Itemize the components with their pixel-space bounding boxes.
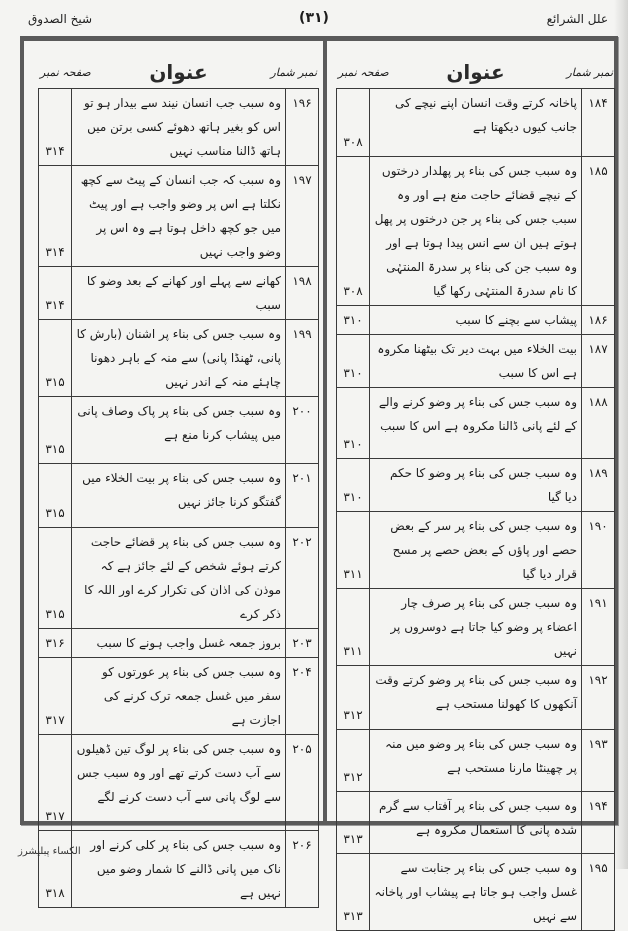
index-panel-left bbox=[38, 60, 319, 908]
entry-page: ۳۱۰ bbox=[337, 335, 370, 388]
entry-page: ۳۱۵ bbox=[39, 464, 72, 528]
table-row bbox=[39, 831, 319, 908]
table-row bbox=[337, 666, 615, 730]
table-row bbox=[39, 397, 319, 464]
table-row bbox=[337, 306, 615, 335]
header-title: عنوان bbox=[446, 60, 505, 84]
entry-title: وہ سبب جس کی بناء پر وضو میں منہ پر چھینٹا مارنا مستحب ہے bbox=[370, 730, 582, 792]
entry-page: ۳۱۲ bbox=[337, 730, 370, 792]
entry-title: وہ سبب جس کی بناء پر کلی کرنے اور ناک میں پانی ڈالنے کا شمار وضو میں نہیں ہے bbox=[72, 831, 286, 908]
entry-page: ۳۱۷ bbox=[39, 735, 72, 831]
header-serial: نمبر شمار bbox=[566, 66, 613, 79]
entry-title: بروز جمعہ غسل واجب ہونے کا سبب bbox=[72, 629, 286, 658]
entry-page: ۳۱۰ bbox=[337, 459, 370, 512]
entry-number: ۱۹۲ bbox=[582, 666, 615, 730]
entry-page: ۳۰۸ bbox=[337, 157, 370, 306]
table-row bbox=[39, 629, 319, 658]
entry-number: ۱۹۷ bbox=[286, 166, 319, 267]
entry-page: ۳۱۰ bbox=[337, 388, 370, 459]
table-row bbox=[337, 89, 615, 157]
entry-number: ۲۰۰ bbox=[286, 397, 319, 464]
entry-title: وہ سبب جس کی بناء پر وضو کرنے والے کے لئے پانی ڈالنا مکروہ ہے اس کا سبب bbox=[370, 388, 582, 459]
entry-number: ۱۹۶ bbox=[286, 89, 319, 166]
entry-page: ۳۱۴ bbox=[39, 267, 72, 320]
entry-number: ۱۹۵ bbox=[582, 854, 615, 931]
entry-page: ۳۱۵ bbox=[39, 528, 72, 629]
entry-title: وہ سبب جس کی بناء پر بیت الخلاء میں گفتگو کرنا جائز نہیں bbox=[72, 464, 286, 528]
entry-page: ۳۱۴ bbox=[39, 89, 72, 166]
table-row bbox=[337, 854, 615, 931]
table-row bbox=[337, 730, 615, 792]
entry-page: ۳۱۵ bbox=[39, 320, 72, 397]
entry-title: وہ سبب جس کی بناء پر پاک وصاف پانی میں پیشاب کرنا منع ہے bbox=[72, 397, 286, 464]
entry-number: ۱۹۸ bbox=[286, 267, 319, 320]
entry-number: ۲۰۳ bbox=[286, 629, 319, 658]
entry-page: ۳۱۰ bbox=[337, 306, 370, 335]
table-header bbox=[336, 60, 615, 88]
entry-number: ۲۰۴ bbox=[286, 658, 319, 735]
entry-number: ۱۸۶ bbox=[582, 306, 615, 335]
entry-title: وہ سبب جس کی بناء پر آفتاب سے گرم شدہ پانی کا استعمال مکروہ ہے bbox=[370, 792, 582, 854]
table-row bbox=[337, 459, 615, 512]
author-name: شیخ الصدوق bbox=[28, 12, 93, 26]
entry-number: ۱۹۹ bbox=[286, 320, 319, 397]
entry-page: ۳۱۸ bbox=[39, 831, 72, 908]
entry-title: وہ سبب جب انسان نیند سے بیدار ہو تو اس کو بغیر ہاتھ دھوئے کسی برتن میں ہاتھ ڈالنا مناسب نہیں bbox=[72, 89, 286, 166]
entry-page: ۳۱۴ bbox=[39, 166, 72, 267]
entry-title: کھانے سے پہلے اور کھانے کے بعد وضو کا سبب bbox=[72, 267, 286, 320]
table-row bbox=[39, 267, 319, 320]
entry-page: ۳۱۷ bbox=[39, 658, 72, 735]
entry-number: ۱۸۷ bbox=[582, 335, 615, 388]
entry-page: ۳۱۲ bbox=[337, 666, 370, 730]
entry-title: وہ سبب جس کی بناء پر سر کے بعض حصے اور پاؤں کے بعض حصے پر مسح قرار دیا گیا bbox=[370, 512, 582, 589]
table-row bbox=[337, 388, 615, 459]
column-divider bbox=[323, 36, 327, 825]
entry-number: ۱۹۳ bbox=[582, 730, 615, 792]
table-row bbox=[39, 320, 319, 397]
entry-title: وہ سبب جس کی بناء پر پھلدار درختوں کے نیچے قضائے حاجت منع ہے اور وہ سبب جس کی بناء پر جن درختوں پر پھل ہوتے ہیں ان سے انس پیدا ہوتا ہے اور وہ سبب جن کی بناء پر سدرۃ المنتہٰی کا نام سدرۃ المنتہٰی رکھا گیا bbox=[370, 157, 582, 306]
entry-number: ۱۸۹ bbox=[582, 459, 615, 512]
entry-number: ۲۰۶ bbox=[286, 831, 319, 908]
entry-page: ۳۱۵ bbox=[39, 397, 72, 464]
entry-title: وہ سبب جس کی بناء پر عورتوں کو سفر میں غسل جمعہ ترک کرنے کی اجازت ہے bbox=[72, 658, 286, 735]
entry-title: وہ سبب کہ جب انسان کے پیٹ سے کچھ نکلتا ہے اس پر وضو واجب ہے اور پیٹ میں جو کچھ داخل ہوتا ہے وہ اس پر وضو واجب نہیں bbox=[72, 166, 286, 267]
entry-title: بیت الخلاء میں بہت دیر تک بیٹھنا مکروہ ہے اس کا سبب bbox=[370, 335, 582, 388]
book-title: علل الشرائع bbox=[546, 12, 608, 26]
header-serial: نمبر شمار bbox=[270, 66, 317, 79]
entry-number: ۲۰۲ bbox=[286, 528, 319, 629]
entry-number: ۱۹۴ bbox=[582, 792, 615, 854]
header-page: صفحہ نمبر bbox=[338, 66, 389, 79]
publisher-name: الکساء پبلیشرز bbox=[18, 846, 81, 857]
entry-number: ۱۸۴ bbox=[582, 89, 615, 157]
entry-title: پیشاب سے بچنے کا سبب bbox=[370, 306, 582, 335]
table-row bbox=[39, 464, 319, 528]
table-row bbox=[39, 658, 319, 735]
table-row bbox=[337, 335, 615, 388]
table-row bbox=[39, 528, 319, 629]
table-row bbox=[337, 792, 615, 854]
table-header bbox=[38, 60, 319, 88]
header-page: صفحہ نمبر bbox=[40, 66, 91, 79]
table-row bbox=[337, 589, 615, 666]
index-table-left bbox=[38, 88, 319, 908]
entry-number: ۱۸۸ bbox=[582, 388, 615, 459]
entry-number: ۲۰۵ bbox=[286, 735, 319, 831]
entry-page: ۳۱۳ bbox=[337, 854, 370, 931]
index-panel-right bbox=[336, 60, 615, 931]
table-row bbox=[337, 157, 615, 306]
index-table-right bbox=[336, 88, 615, 931]
table-row bbox=[39, 166, 319, 267]
entry-title: وہ سبب جس کی بناء پر صرف چار اعضاء پر وضو کیا جاتا ہے دوسروں پر نہیں bbox=[370, 589, 582, 666]
table-row bbox=[39, 89, 319, 166]
entry-title: وہ سبب جس کی بناء پر وضو کا حکم دیا گیا bbox=[370, 459, 582, 512]
entry-title: پاخانہ کرتے وقت انسان اپنے نیچے کی جانب کیوں دیکھتا ہے bbox=[370, 89, 582, 157]
entry-number: ۱۸۵ bbox=[582, 157, 615, 306]
header-title: عنوان bbox=[149, 60, 208, 84]
entry-number: ۱۹۱ bbox=[582, 589, 615, 666]
entry-title: وہ سبب جس کی بناء پر جنابت سے غسل واجب ہو جاتا ہے پیشاب اور پاخانہ سے نہیں bbox=[370, 854, 582, 931]
entry-title: وہ سبب جس کی بناء پر قضائے حاجت کرتے ہوئے شخص کے لئے جائز ہے کہ موذن کی اذان کی تکرار کرے اور اللہ کا ذکر کرے bbox=[72, 528, 286, 629]
entry-page: ۳۱۱ bbox=[337, 589, 370, 666]
table-row bbox=[39, 735, 319, 831]
entry-title: وہ سبب جس کی بناء پر وضو کرتے وقت آنکھوں کا کھولنا مستحب ہے bbox=[370, 666, 582, 730]
entry-page: ۳۱۳ bbox=[337, 792, 370, 854]
table-row bbox=[337, 512, 615, 589]
entry-page: ۳۱۱ bbox=[337, 512, 370, 589]
entry-title: وہ سبب جس کی بناء پر اشنان (بارش کا پانی، ٹھنڈا پانی) سے منہ کے باہر دھونا چاہئے منہ کے اندر نہیں bbox=[72, 320, 286, 397]
entry-page: ۳۱۶ bbox=[39, 629, 72, 658]
page-number: (۳۱) bbox=[299, 10, 329, 26]
entry-title: وہ سبب جس کی بناء پر لوگ تین ڈھیلوں سے آب دست کرتے تھے اور وہ سبب جس سے لوگ پانی سے آب دست کرنے لگے bbox=[72, 735, 286, 831]
entry-page: ۳۰۸ bbox=[337, 89, 370, 157]
entry-number: ۱۹۰ bbox=[582, 512, 615, 589]
entry-number: ۲۰۱ bbox=[286, 464, 319, 528]
